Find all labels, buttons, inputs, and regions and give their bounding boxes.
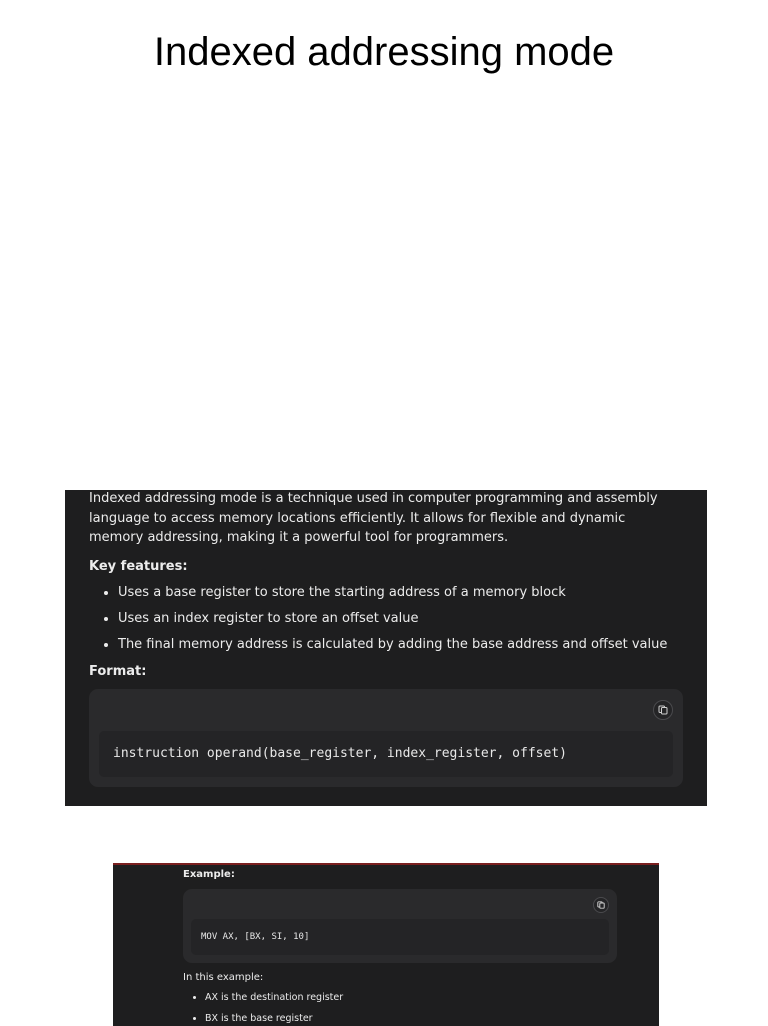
list-item: • The final memory address is calculated by adding the base address and offset value (118, 636, 683, 654)
copy-button[interactable] (593, 897, 609, 913)
list-item: • BX is the base register (205, 1012, 617, 1026)
copy-button[interactable] (653, 700, 673, 720)
copy-icon (597, 901, 605, 909)
format-heading: Format: (89, 663, 147, 679)
list-item: • Uses an index register to store an offset value (118, 610, 683, 628)
code-block (183, 889, 617, 963)
list-item: • AX is the destination register (205, 991, 617, 1005)
example-heading: Example: (183, 869, 235, 880)
copy-icon (658, 705, 668, 715)
features-list (89, 584, 683, 654)
code-text: MOV AX, [BX, SI, 10] (191, 919, 609, 955)
screenshot-explanation (65, 490, 707, 806)
example-lead: In this example: (183, 972, 264, 983)
screenshot-example (113, 863, 659, 1026)
code-text: instruction operand(base_register, index_register, offset) (99, 731, 673, 777)
example-list (183, 991, 617, 1026)
intro-paragraph: Indexed addressing mode is a technique used in computer programming and assembly language to access memory locations efficiently. It allows for flexible and dynamic memory addressing, making it a powerful tool for programmers. (89, 491, 658, 545)
slide-title: Indexed addressing mode (153, 30, 615, 74)
code-block (89, 689, 683, 787)
list-item: • Uses a base register to store the starting address of a memory block (118, 584, 683, 602)
key-features-heading: Key features: (89, 558, 188, 574)
